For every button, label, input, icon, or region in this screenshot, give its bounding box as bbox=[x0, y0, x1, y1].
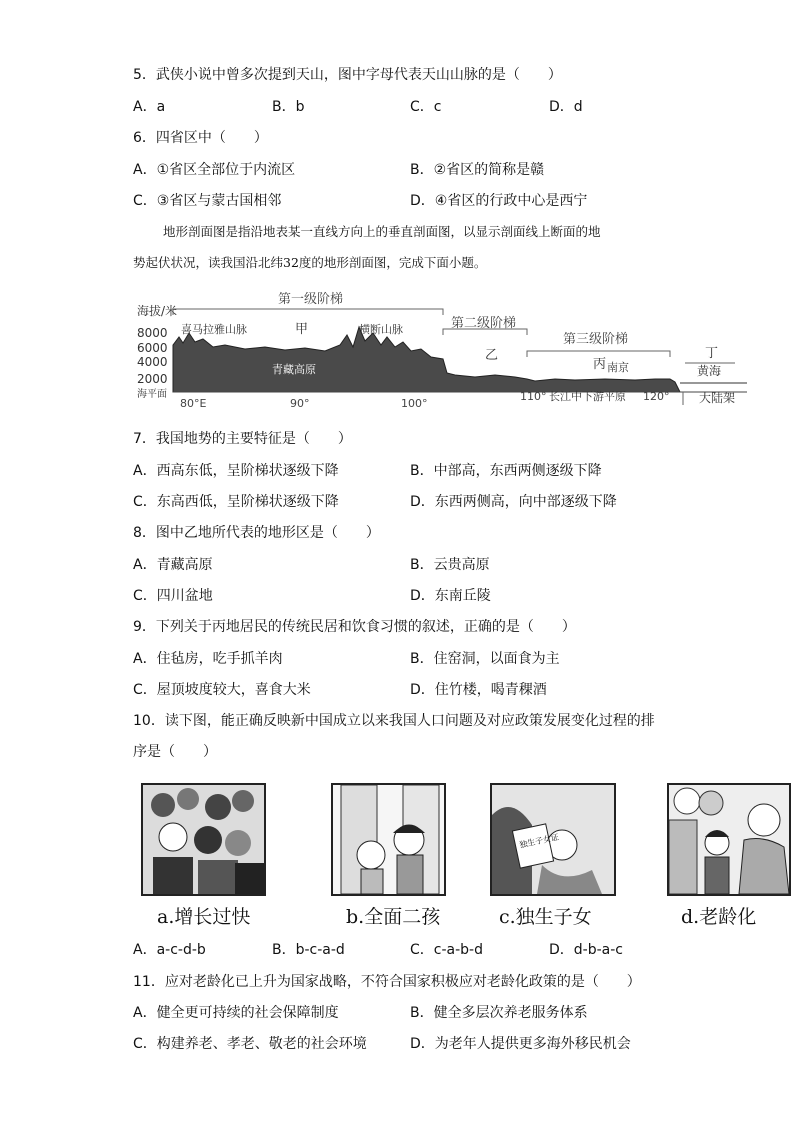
y-tick-6000: 6000 bbox=[137, 341, 168, 355]
step-1-label: 第一级阶梯 bbox=[278, 292, 344, 307]
certificate-text: 独生子女证 bbox=[518, 832, 560, 850]
q6-option-b: B．②省区的简称是赣 bbox=[410, 162, 545, 178]
q7-option-a: A．西高东低，呈阶梯状逐级下降 bbox=[133, 463, 339, 479]
terrain-profile-figure bbox=[135, 287, 755, 409]
y-tick-sea-level: 海平面 bbox=[137, 389, 167, 400]
q5-option-a: A．a bbox=[133, 99, 166, 115]
q6-option-c: C．③省区与蒙古国相邻 bbox=[133, 193, 282, 209]
aging-illustration bbox=[669, 785, 789, 894]
family-illustration bbox=[333, 785, 444, 894]
caption-c: c.独生子女 bbox=[499, 906, 592, 928]
jia-label: 甲 bbox=[295, 322, 309, 337]
y-tick-2000: 2000 bbox=[137, 372, 168, 386]
yangtze-plain-label: 长江中下游平原 bbox=[549, 390, 626, 403]
ding-label: 丁 bbox=[705, 346, 719, 361]
caption-b: b.全面二孩 bbox=[346, 906, 441, 928]
x-tick-100: 100° bbox=[401, 397, 428, 409]
one-child-illustration bbox=[492, 785, 614, 894]
yellow-sea-label: 黄海 bbox=[697, 364, 722, 378]
question-8-stem: 8．图中乙地所代表的地形区是（ ） bbox=[133, 525, 380, 541]
q11-option-c: C．构建养老、孝老、敬老的社会环境 bbox=[133, 1036, 367, 1052]
step-2-label: 第二级阶梯 bbox=[451, 316, 517, 331]
question-10-stem-line-1: 10．读下图，能正确反映新中国成立以来我国人口问题及对应政策发展变化过程的排 bbox=[133, 713, 655, 729]
crowd-illustration bbox=[143, 785, 264, 894]
panel-c-one-child-illustration bbox=[490, 783, 616, 896]
yi-label: 乙 bbox=[485, 348, 499, 363]
q10-option-a: A．a-c-d-b bbox=[133, 942, 206, 958]
caption-d: d.老龄化 bbox=[681, 906, 757, 928]
q6-option-a: A．①省区全部位于内流区 bbox=[133, 162, 296, 178]
q5-option-c: C．c bbox=[410, 99, 442, 115]
q7-option-c: C．东高西低，呈阶梯状逐级下降 bbox=[133, 494, 339, 510]
question-6-stem: 6．四省区中（ ） bbox=[133, 130, 268, 146]
q6-option-d: D．④省区的行政中心是西宁 bbox=[410, 193, 588, 209]
plateau-label: 青藏高原 bbox=[272, 363, 316, 376]
panel-b-two-children-illustration bbox=[331, 783, 446, 896]
q8-option-c: C．四川盆地 bbox=[133, 588, 213, 604]
q8-option-b: B．云贵高原 bbox=[410, 557, 490, 573]
nanjing-label: 南京 bbox=[607, 361, 629, 374]
q9-option-d: D．住竹楼，喝青稞酒 bbox=[410, 682, 547, 698]
q10-option-b: B．b-c-a-d bbox=[272, 942, 345, 958]
question-11-stem: 11．应对老龄化已上升为国家战略，不符合国家积极应对老龄化政策的是（ ） bbox=[133, 974, 641, 990]
step-3-label: 第三级阶梯 bbox=[563, 332, 629, 347]
panel-a-crowd-illustration bbox=[141, 783, 266, 896]
q5-option-b: B．b bbox=[272, 99, 305, 115]
q11-option-a: A．健全更可持续的社会保障制度 bbox=[133, 1005, 339, 1021]
question-5-stem: 5．武侠小说中曾多次提到天山，图中字母代表天山山脉的是（ ） bbox=[133, 67, 562, 83]
question-7-stem: 7．我国地势的主要特征是（ ） bbox=[133, 431, 352, 447]
q8-option-d: D．东南丘陵 bbox=[410, 588, 491, 604]
hengduan-label: 横断山脉 bbox=[359, 323, 403, 336]
question-10-stem-line-2: 序是（ ） bbox=[133, 744, 217, 760]
q10-option-c: C．c-a-b-d bbox=[410, 942, 483, 958]
q8-option-a: A．青藏高原 bbox=[133, 557, 213, 573]
q9-option-a: A．住毡房，吃手抓羊肉 bbox=[133, 651, 283, 667]
x-tick-110: 110° bbox=[520, 390, 547, 403]
panel-d-aging-illustration bbox=[667, 783, 791, 896]
x-tick-90: 90° bbox=[290, 397, 310, 409]
q5-option-d: D．d bbox=[549, 99, 583, 115]
q11-option-d: D．为老年人提供更多海外移民机会 bbox=[410, 1036, 631, 1052]
x-tick-120: 120° bbox=[643, 390, 670, 403]
step1-bracket bbox=[173, 309, 443, 315]
q7-option-d: D．东西两侧高，向中部逐级下降 bbox=[410, 494, 617, 510]
y-tick-8000: 8000 bbox=[137, 326, 168, 340]
terrain-profile-svg bbox=[135, 287, 755, 409]
q10-option-d: D．d-b-a-c bbox=[549, 942, 623, 958]
q11-option-b: B．健全多层次养老服务体系 bbox=[410, 1005, 588, 1021]
y-axis-title: 海拔/米 bbox=[137, 304, 178, 318]
q9-option-c: C．屋顶坡度较大，喜食大米 bbox=[133, 682, 311, 698]
continental-shelf-label: 大陆架 bbox=[699, 391, 736, 405]
question-9-stem: 9．下列关于丙地居民的传统民居和饮食习惯的叙述，正确的是（ ） bbox=[133, 619, 576, 635]
q7-option-b: B．中部高，东西两侧逐级下降 bbox=[410, 463, 602, 479]
caption-a: a.增长过快 bbox=[157, 906, 251, 928]
y-tick-4000: 4000 bbox=[137, 355, 168, 369]
x-tick-80: 80°E bbox=[180, 397, 207, 409]
q9-option-b: B．住窑洞，以面食为主 bbox=[410, 651, 560, 667]
passage-line-2: 势起伏状况，读我国沿北纬32度的地形剖面图，完成下面小题。 bbox=[133, 255, 487, 270]
bing-label: 丙 bbox=[593, 357, 607, 372]
himalaya-label: 喜马拉雅山脉 bbox=[181, 323, 247, 336]
passage-line-1: 地形剖面图是指沿地表某一直线方向上的垂直剖面图，以显示剖面线上断面的地 bbox=[163, 224, 601, 239]
